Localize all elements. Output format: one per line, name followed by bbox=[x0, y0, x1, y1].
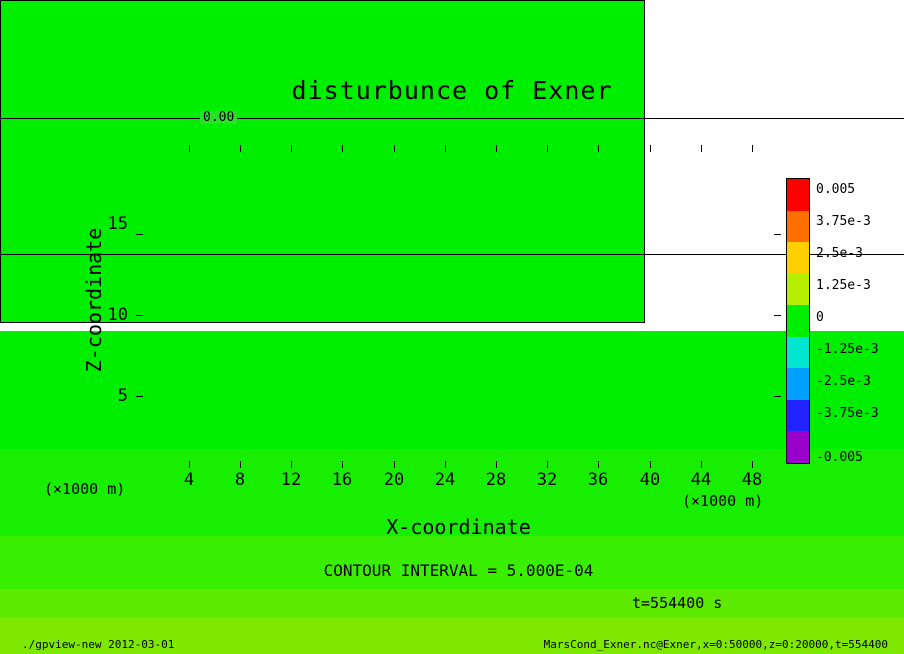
x-tick-top bbox=[445, 145, 446, 152]
x-tick bbox=[342, 461, 343, 468]
x-tick-top bbox=[394, 145, 395, 152]
y-tick-right bbox=[774, 396, 781, 397]
colorbar-cell bbox=[787, 337, 809, 369]
x-tick bbox=[496, 461, 497, 468]
colorbar-cell bbox=[787, 368, 809, 400]
page-title: disturbunce of Exner bbox=[291, 76, 613, 105]
y-tick-label: 5 bbox=[117, 386, 128, 406]
time-stamp-label: t=554400 s bbox=[632, 594, 723, 612]
colorbar-tick-label: 0 bbox=[816, 310, 824, 325]
x-tick-label: 44 bbox=[690, 470, 712, 490]
x-tick-label: 28 bbox=[485, 470, 507, 490]
y-axis-unit: (×1000 m) bbox=[44, 480, 126, 498]
x-axis-unit: (×1000 m) bbox=[682, 492, 764, 510]
x-axis-title: X-coordinate bbox=[386, 515, 531, 539]
x-tick-label: 20 bbox=[383, 470, 405, 490]
x-tick-top bbox=[291, 145, 292, 152]
colorbar-tick-label: -1.25e-3 bbox=[816, 342, 879, 357]
colorbar-tick-label: -0.005 bbox=[816, 450, 863, 465]
y-tick-right bbox=[774, 234, 781, 235]
x-tick-label: 8 bbox=[234, 470, 246, 490]
y-tick-label: 10 bbox=[107, 305, 128, 325]
y-tick bbox=[136, 315, 143, 316]
x-tick bbox=[752, 461, 753, 468]
y-tick-right bbox=[774, 315, 781, 316]
x-tick bbox=[701, 461, 702, 468]
x-tick-label: 12 bbox=[280, 470, 302, 490]
colorbar-tick-label: 1.25e-3 bbox=[816, 278, 871, 293]
contour-interval-note: CONTOUR INTERVAL = 5.000E-04 bbox=[323, 561, 594, 580]
colorbar-cell bbox=[787, 305, 809, 337]
x-tick bbox=[394, 461, 395, 468]
x-tick bbox=[445, 461, 446, 468]
footer-right-text: MarsCond_Exner.nc@Exner,x=0:50000,z=0:20000,t=554400 bbox=[543, 638, 888, 651]
x-tick bbox=[291, 461, 292, 468]
x-tick-top bbox=[752, 145, 753, 152]
x-tick bbox=[240, 461, 241, 468]
colorbar-cell bbox=[787, 431, 809, 463]
x-tick bbox=[598, 461, 599, 468]
y-tick bbox=[136, 396, 143, 397]
colorbar-tick-label: -3.75e-3 bbox=[816, 406, 879, 421]
colorbar-cell bbox=[787, 179, 809, 211]
colorbar-cell bbox=[787, 400, 809, 432]
colorbar-cell bbox=[787, 242, 809, 274]
x-tick bbox=[547, 461, 548, 468]
x-tick-top bbox=[342, 145, 343, 152]
x-tick-label: 32 bbox=[536, 470, 558, 490]
x-tick-top bbox=[547, 145, 548, 152]
y-tick-label: 15 bbox=[107, 214, 128, 234]
colorbar bbox=[786, 178, 810, 464]
colorbar-tick-label: 2.5e-3 bbox=[816, 246, 863, 261]
x-tick-label: 48 bbox=[741, 470, 763, 490]
x-tick-label: 4 bbox=[183, 470, 195, 490]
colorbar-tick-label: -2.5e-3 bbox=[816, 374, 871, 389]
contour-line-0 bbox=[0, 118, 645, 119]
footer-left-text: ./gpview-new 2012-03-01 bbox=[22, 638, 175, 651]
y-tick bbox=[136, 234, 143, 235]
colorbar-cell bbox=[787, 274, 809, 306]
x-tick-label: 36 bbox=[587, 470, 609, 490]
x-tick-top bbox=[496, 145, 497, 152]
x-tick bbox=[650, 461, 651, 468]
colorbar-tick-label: 3.75e-3 bbox=[816, 214, 871, 229]
x-tick-top bbox=[189, 145, 190, 152]
x-tick-label: 16 bbox=[331, 470, 353, 490]
colorbar-cell bbox=[787, 211, 809, 243]
x-tick-top bbox=[598, 145, 599, 152]
y-axis-title: Z-coordinate bbox=[82, 227, 106, 373]
x-tick-top bbox=[701, 145, 702, 152]
x-tick-top bbox=[240, 145, 241, 152]
x-tick-label: 24 bbox=[434, 470, 456, 490]
x-tick-label: 40 bbox=[639, 470, 661, 490]
colorbar-tick-label: 0.005 bbox=[816, 182, 856, 197]
x-tick bbox=[189, 461, 190, 468]
x-tick-top bbox=[650, 145, 651, 152]
contour-line-label: 0.00 bbox=[200, 111, 237, 124]
